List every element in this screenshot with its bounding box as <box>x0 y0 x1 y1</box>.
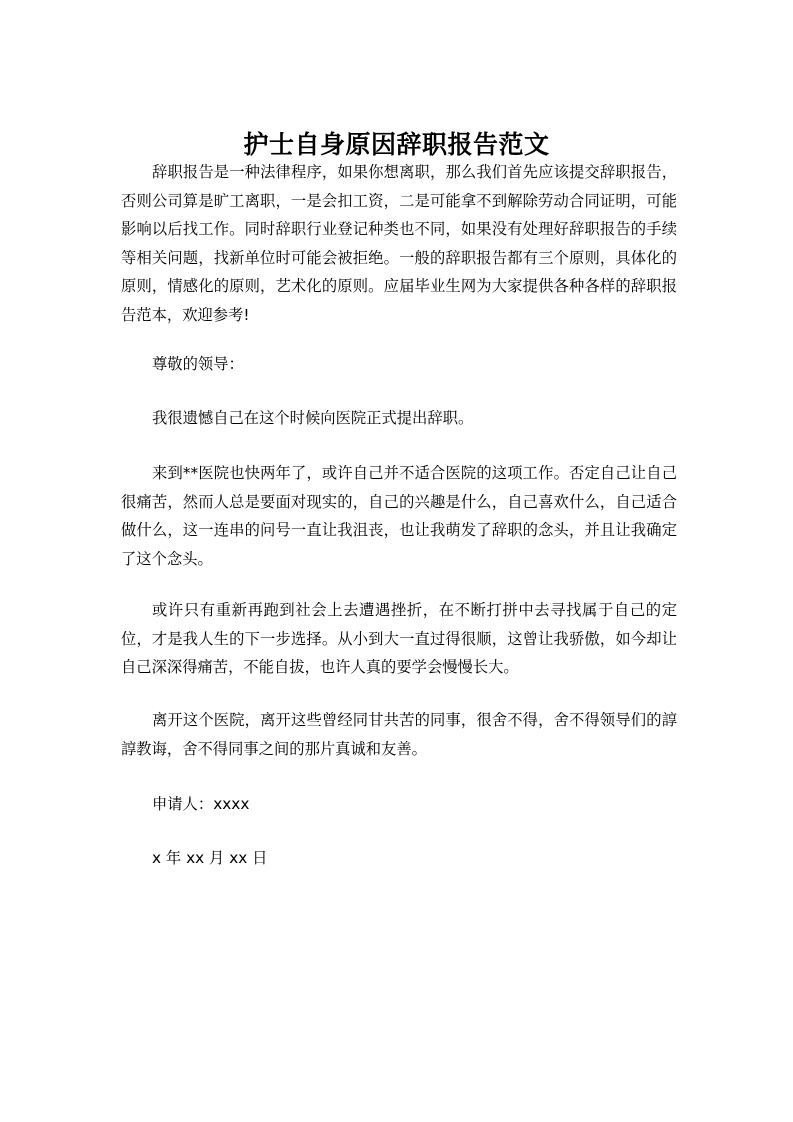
applicant-signature: 申请人：xxxx <box>152 795 250 813</box>
signature-date: x 年 xx 月 xx 日 <box>152 849 268 867</box>
body-paragraph-3: 或许只有重新再跑到社会上去遭遇挫折，在不断打拼中去寻找属于自己的定位，才是我人生的下一步选择。从小到大一直过得很顺，这曾让我骄傲，如今却让自己深深得痛苦，不能自拔，也许人真的要学会慢慢长大。 <box>121 601 677 676</box>
body-paragraph-4: 离开这个医院，离开这些曾经同甘共苦的同事，很舍不得，舍不得领导们的諄諄教诲，舍不得同事之间的那片真诚和友善。 <box>121 711 677 758</box>
body-paragraph-2: 来到**医院也快两年了，或许自己并不适合医院的这项工作。否定自己让自己很痛苦，然而人总是要面对现实的，自己的兴趣是什么，自己喜欢什么，自己适合做什么，这一连串的问号一直让我沮丧，也让我萌发了辞职的念头，并且让我确定了这个念头。 <box>121 464 677 568</box>
document-title: 护士自身原因辞职报告范文 <box>243 129 550 159</box>
salutation: 尊敬的领导： <box>152 355 244 373</box>
intro-paragraph: 辞职报告是一种法律程序，如果你想离职，那么我们首先应该提交辞职报告，否则公司算是旷工离职，一是会扣工资，二是可能拿不到解除劳动合同证明，可能影响以后找工作。同时辞职行业登记种类也不同，如果没有处理好辞职报告的手续等相关问题，找新单位时可能会被拒绝。一般的辞职报告都有三个原则，具体化的原则，情感化的原则，艺术化的原则。应届毕业生网为大家提供各种各样的辞职报告范本，欢迎参考! <box>121 163 677 324</box>
body-paragraph-1: 我很遗憾自己在这个时候向医院正式提出辞职。 <box>152 409 474 427</box>
